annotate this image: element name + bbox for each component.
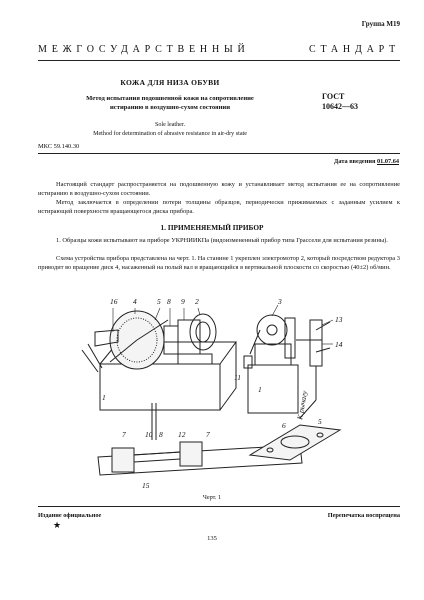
label-8-bottom: 8 xyxy=(159,430,163,439)
holder-left xyxy=(112,448,134,472)
paragraph-scope: Настоящий стандарт распространяется на подошвенную кожу и устанавливает метод испытания ее на сопротивление истиранию в воздушно-сухом состоянии. xyxy=(38,181,400,197)
english-title xyxy=(40,121,300,138)
page-number: 135 xyxy=(207,535,217,542)
gost-number: 10642—63 xyxy=(322,102,358,111)
official-edition: Издание официальное xyxy=(38,512,102,519)
gost-label: ГОСТ xyxy=(322,92,345,101)
shaft-housing xyxy=(164,326,178,354)
gost-designation xyxy=(322,92,358,112)
figure-1-drawing xyxy=(0,280,424,492)
mks-code: МКС 59.140.30 xyxy=(38,143,80,150)
label-4: 4 xyxy=(133,297,137,306)
frame-side-view xyxy=(248,365,298,413)
paragraph-scheme: Схема устройства прибора представлена на черт. 1. На станине 1 укреплен электромотор 2, который посредством редуктора 3 приводит во вращение диск 4, насаженный на полый вал и вращающийся в вертикальной плоскости со скоростью (40±2) об/мин. xyxy=(38,255,400,271)
section-heading: 1. ПРИМЕНЯЕМЫЙ ПРИБОР xyxy=(160,223,264,232)
electric-motor xyxy=(190,314,216,350)
label-to-lever: К рычагу xyxy=(295,389,310,421)
label-3: 3 xyxy=(278,297,282,306)
label-16: 16 xyxy=(110,297,118,306)
subtitle-line-2: истиранию в воздушно-сухом состоянии xyxy=(110,104,230,111)
label-6: 6 xyxy=(282,421,286,430)
figure-caption: Черт. 1 xyxy=(202,494,222,501)
label-5: 5 xyxy=(157,297,161,306)
english-title-line-1: Sole leather. xyxy=(154,122,186,128)
paragraph-method: Метод заключается в определении потери толщины образцов, периодически прижимаемых с заданным усилием к истирающей поверхности вращающегося диска прибора. xyxy=(38,199,400,215)
introduction-date xyxy=(334,158,399,165)
label-9: 9 xyxy=(181,297,185,306)
footer-divider xyxy=(38,506,400,507)
label-8: 8 xyxy=(167,297,171,306)
label-7-right: 7 xyxy=(206,430,210,439)
subtitle-line-1: Метод испытания подошвенной кожи на сопротивление xyxy=(86,95,254,102)
date-label: Дата введения xyxy=(334,158,377,165)
label-5-right: 5 xyxy=(318,417,322,426)
group-code: Группа М19 xyxy=(361,20,400,28)
date-value: 01.07.64 xyxy=(376,158,399,165)
reprint-prohibited: Перепечатка воспрещена xyxy=(327,512,400,519)
label-2: 2 xyxy=(195,297,199,306)
holder-right xyxy=(180,442,202,466)
label-1-left: 1 xyxy=(102,393,106,402)
label-10: 10 xyxy=(145,430,153,439)
document-title: КОЖА ДЛЯ НИЗА ОБУВИ xyxy=(120,78,220,87)
top-divider xyxy=(38,60,400,61)
disk-plate xyxy=(250,425,340,460)
disk-side-view xyxy=(257,315,287,345)
english-title-line-2: Method for determination of abrasive resistance in air-dry state xyxy=(93,130,247,137)
label-12: 12 xyxy=(178,430,186,439)
standard-type-heading: МЕЖГОСУДАРСТВЕННЫЙ СТАНДАРТ xyxy=(38,44,400,55)
label-14: 14 xyxy=(335,340,343,349)
label-13: 13 xyxy=(335,315,343,324)
label-1-side: 1 xyxy=(258,385,262,394)
frame-left xyxy=(100,364,220,410)
label-7-left: 7 xyxy=(122,430,126,439)
star-mark: ★ xyxy=(53,520,62,530)
paragraph-device: 1. Образцы кожи испытывают на приборе УКРНИИКПа (видоизмененный прибор типа Грассели для испытания резины). xyxy=(56,237,388,244)
counter xyxy=(310,320,322,366)
title-divider xyxy=(38,153,400,154)
label-15: 15 xyxy=(142,481,150,490)
document-subtitle xyxy=(40,94,300,112)
label-11: 11 xyxy=(234,373,241,382)
